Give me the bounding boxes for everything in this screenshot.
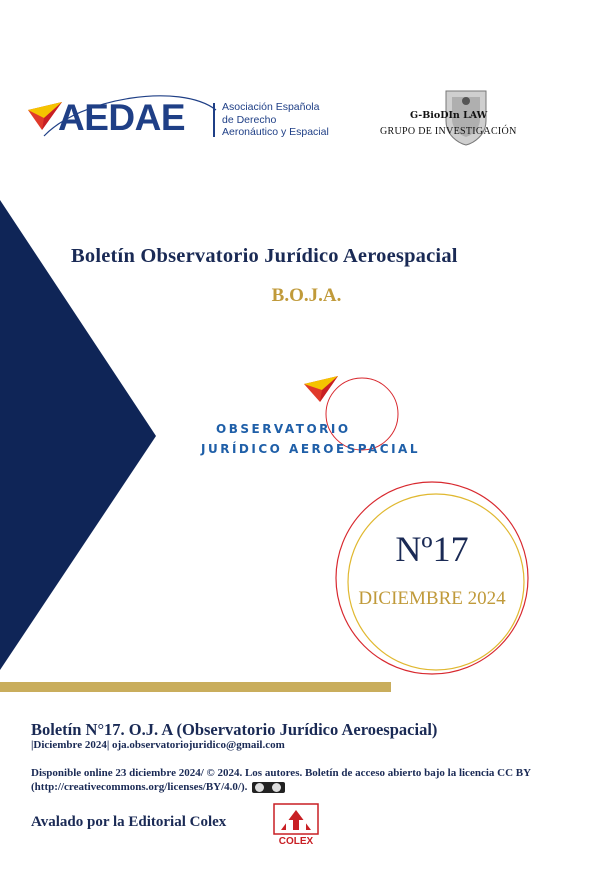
aedae-description-line: de Derecho — [222, 113, 277, 126]
biodin-title: G-BioDIn LAW — [410, 110, 488, 121]
footer-subtitle: |Diciembre 2024| oja.observatoriojuridico@gmail.com — [31, 739, 285, 751]
biodin-subtitle: GRUPO DE INVESTIGACIÓN — [380, 126, 517, 137]
issue-circles — [334, 480, 530, 676]
observatorio-logo-line1: OBSERVATORIO — [216, 422, 351, 436]
colex-label: COLEX — [278, 836, 314, 846]
footer-availability — [31, 766, 571, 794]
aedae-divider — [213, 103, 215, 137]
colex-logo-icon — [271, 802, 321, 846]
aedae-description-line: Asociación Española — [222, 101, 320, 113]
page-title: Boletín Observatorio Jurídico Aeroespacial — [71, 245, 458, 267]
issue-number: Nº17 — [395, 529, 469, 569]
issue-date: DICIEMBRE 2024 — [358, 588, 506, 609]
gold-divider-bar — [0, 682, 391, 692]
cc-license-icon — [252, 782, 285, 793]
footer-title: Boletín N°17. O.J. A (Observatorio Jurídico Aeroespacial) — [31, 720, 438, 739]
aedae-wordmark: AEDAE — [58, 97, 186, 138]
colex-endorsement: Avalado por la Editorial Colex — [31, 814, 227, 830]
availability-text: Disponible online 23 diciembre 2024/ © 2024. Los autores. Boletín de acceso abierto bajo la licencia CC BY (http://creativecommons.org/licenses/BY/4.0/). — [31, 767, 531, 793]
acronym: B.O.J.A. — [271, 285, 342, 306]
observatorio-logo-line2: JURÍDICO AEROESPACIAL — [201, 442, 420, 456]
aedae-description — [222, 101, 342, 139]
navy-triangle-decoration — [0, 200, 156, 670]
aedae-description-line: Aeronáutico y Espacial — [222, 126, 329, 138]
